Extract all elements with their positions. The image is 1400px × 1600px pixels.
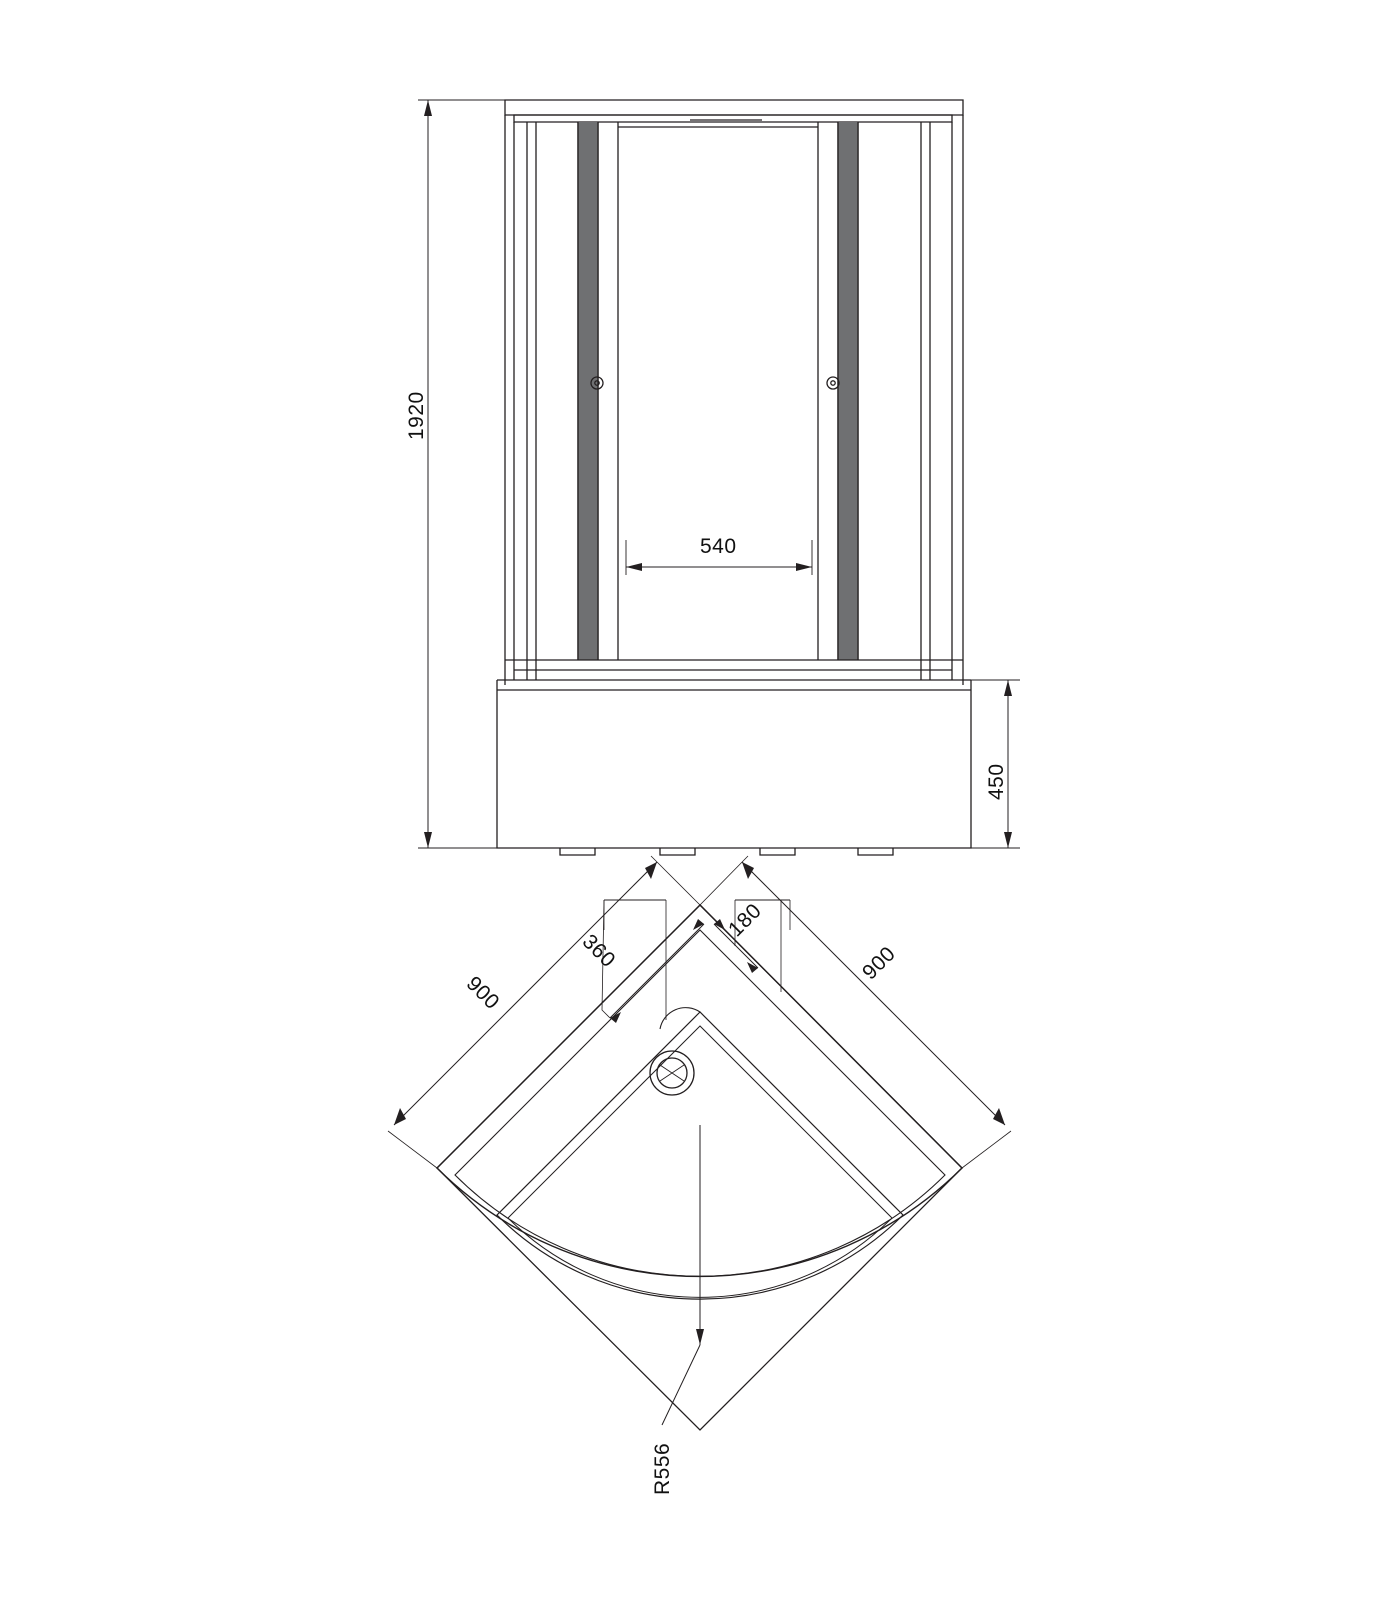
- dim-label-overall-height: 1920: [405, 391, 428, 440]
- foot-3: [760, 848, 795, 855]
- radius-leader-tail: [662, 1345, 700, 1425]
- plan-dim-360-arrow-2: [693, 919, 704, 930]
- height-arrow-top: [424, 100, 432, 116]
- right-door-handle-icon: [827, 377, 839, 389]
- foot-2: [660, 848, 695, 855]
- plan-dim-900-right-arrow-2: [993, 1108, 1005, 1125]
- drain-cross: [660, 1065, 684, 1081]
- dim-label-plan-360: 360: [577, 930, 620, 973]
- height-arrow-bottom: [424, 832, 432, 848]
- plan-dim-360-line: [610, 924, 704, 1018]
- plan-dim-900-left-arrow-1: [394, 1108, 406, 1125]
- dim-label-plan-right-900: 900: [858, 942, 901, 985]
- dim-label-tray-height: 450: [985, 763, 1008, 800]
- tray-height-arrow-top: [1004, 680, 1012, 696]
- right-door-stile-fill: [838, 122, 858, 660]
- dim-label-plan-180: 180: [724, 899, 767, 942]
- plan-dim-360-arrow-1: [610, 1012, 621, 1023]
- tray-body-outline: [497, 680, 971, 848]
- radius-arrow: [696, 1329, 704, 1345]
- foot-1: [560, 848, 595, 855]
- right-door-handle-center: [831, 381, 835, 385]
- opening-arrow-right: [796, 563, 812, 571]
- plan-ext-right-2: [962, 1131, 1011, 1168]
- dim-label-radius: R556: [651, 1442, 674, 1495]
- left-door-stile-fill: [578, 122, 598, 660]
- plan-dim-900-right-arrow-1: [742, 862, 754, 879]
- plan-dim-180-arrow-2: [747, 962, 758, 973]
- dim-label-plan-left-900: 900: [461, 972, 504, 1015]
- dim-label-door-opening: 540: [700, 535, 737, 558]
- canopy-outline: [505, 100, 963, 115]
- tray-height-arrow-bottom: [1004, 832, 1012, 848]
- plan-ext-left-2: [651, 856, 700, 905]
- plan-ext-right-1: [700, 856, 748, 905]
- opening-arrow-left: [626, 563, 642, 571]
- plan-dim-900-right: [742, 862, 1005, 1125]
- plan-ext-left-1: [388, 1131, 437, 1168]
- canopy-band: [514, 115, 952, 122]
- plan-dummy2: [607, 777, 856, 1026]
- foot-4: [858, 848, 893, 855]
- plan-dim-900-left-arrow-2: [645, 862, 657, 879]
- plan-dim-900-left: [394, 862, 657, 1125]
